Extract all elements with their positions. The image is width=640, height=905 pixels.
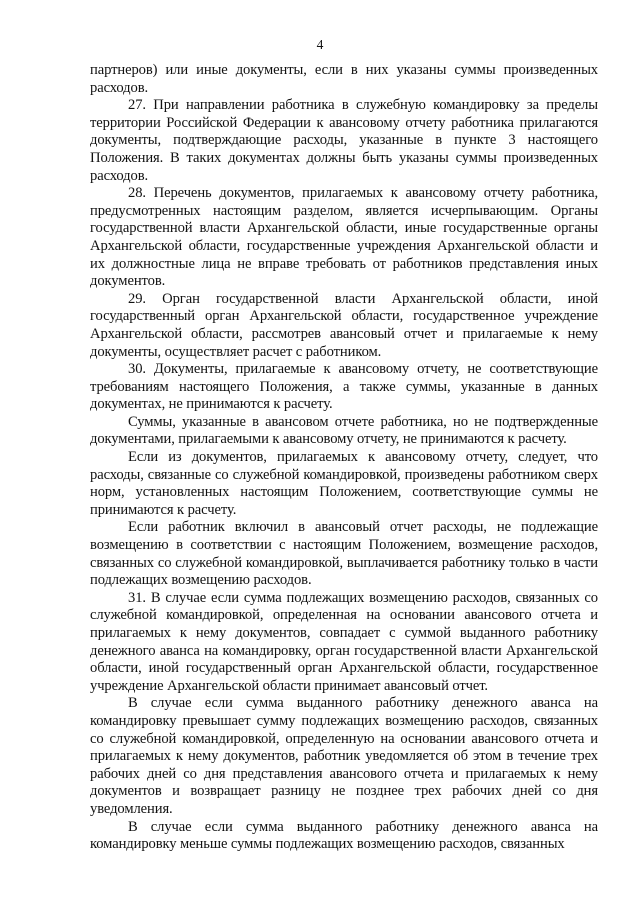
paragraph-31-part-3: В случае если сумма выданного работнику денежного аванса на командировку меньше суммы подлежащих возмещению расходов, связанных <box>90 818 598 853</box>
paragraph-27: 27. При направлении работника в служебную командировку за пределы территории Российской Федерации к авансовому отчету работника прилагаются документы, подтверждающие расходы, указанные в пункте 3 настоящего Положения. В таких документах должны быть указаны суммы произведенных расходов. <box>90 97 598 184</box>
paragraph-29: 29. Орган государственной власти Архангельской области, иной государственный орган Архангельской области, государственное учреждение Архангельской области, рассмотрев авансовый отчет и прилагаемые к нему документы, осуществляет расчет с работником. <box>90 290 598 360</box>
paragraph-continuation: партнеров) или иные документы, если в них указаны суммы произведенных расходов. <box>90 62 598 96</box>
paragraph-30: 30. Документы, прилагаемые к авансовому отчету, не соответствующие требованиям настоящего Положения, а также суммы, указанные в данных документах, не принимаются к расчету. <box>90 361 598 413</box>
paragraph-30-part-3: Если из документов, прилагаемых к авансовому отчету, следует, что расходы, связанные со служебной командировкой, произведены работником сверх норм, установленных настоящим Положением, соответствующие суммы не принимаются к расчету. <box>90 449 598 518</box>
paragraph-30-part-2: Суммы, указанные в авансовом отчете работника, но не подтвержденные документами, прилагаемыми к авансовому отчету, не принимаются к расчету. <box>90 413 598 448</box>
paragraph-30-part-4: Если работник включил в авансовый отчет расходы, не подлежащие возмещению в соответствии с настоящим Положением, возмещение расходов, связанных со служебной командировкой, выплачивается работнику только в части подлежащих возмещению расходов. <box>90 519 598 589</box>
page-number: 4 <box>316 37 324 52</box>
paragraph-31: 31. В случае если сумма подлежащих возмещению расходов, связанных со служебной командировкой, определенная на основании авансового отчета и прилагаемых к нему документов, совпадает с суммой выданного работнику денежного аванса на командировку, орган государственной власти Архангельской области, иной государственный орган Архангельской области, государственное учреждение Архангельской области принимает авансовый отчет. <box>90 589 598 694</box>
document-body <box>90 62 598 854</box>
paragraph-28: 28. Перечень документов, прилагаемых к авансовому отчету работника, предусмотренных настоящим разделом, является исчерпывающим. Органы государственной власти Архангельской области, иные государственные органы Архангельской области, государственные учреждения Архангельской области и их должностные лица не вправе требовать от работников представления иных документов. <box>90 185 598 290</box>
paragraph-31-part-2: В случае если сумма выданного работнику денежного аванса на командировку превышает сумму подлежащих возмещению расходов, связанных со служебной командировкой, определенную на основании авансового отчета и прилагаемых к нему документов, работник уведомляется об этом в течение трех рабочих дней со дня представления авансового отчета и прилагаемых к нему документов и возвращает разницу не позднее трех рабочих дней со дня уведомления. <box>90 695 598 817</box>
